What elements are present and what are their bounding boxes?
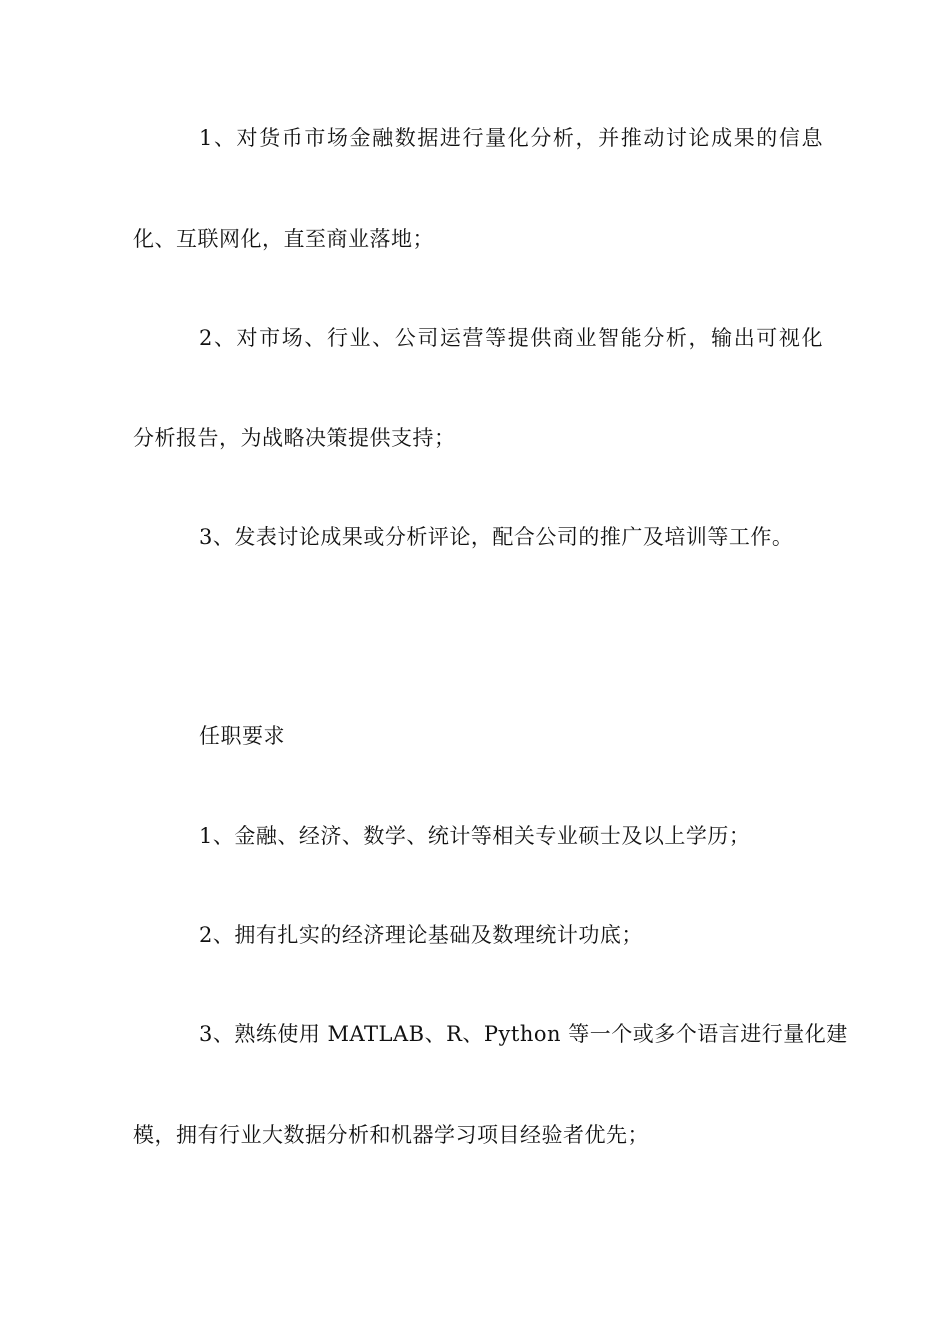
- duty-1-line-1: 1、对货币市场金融数据进行量化分析，并推动讨论成果的信息: [199, 126, 823, 150]
- duty-2-line-2: 分析报告，为战略决策提供支持；: [133, 426, 456, 450]
- requirement-2-line-1: 2、拥有扎实的经济理论基础及数理统计功底；: [199, 923, 643, 947]
- requirement-3-line-1: 3、熟练使用 MATLAB、R、Python 等一个或多个语言进行量化建: [199, 1022, 848, 1046]
- duty-1-line-2: 化、互联网化，直至商业落地；: [133, 227, 434, 251]
- requirement-1-line-1: 1、金融、经济、数学、统计等相关专业硕士及以上学历；: [199, 824, 751, 848]
- duty-2-line-1: 2、对市场、行业、公司运营等提供商业智能分析，输出可视化: [199, 326, 823, 350]
- duty-3-line-1: 3、发表讨论成果或分析评论，配合公司的推广及培训等工作。: [199, 525, 794, 549]
- requirement-3-line-2: 模，拥有行业大数据分析和机器学习项目经验者优先；: [133, 1123, 649, 1147]
- requirements-heading: 任职要求: [199, 724, 285, 748]
